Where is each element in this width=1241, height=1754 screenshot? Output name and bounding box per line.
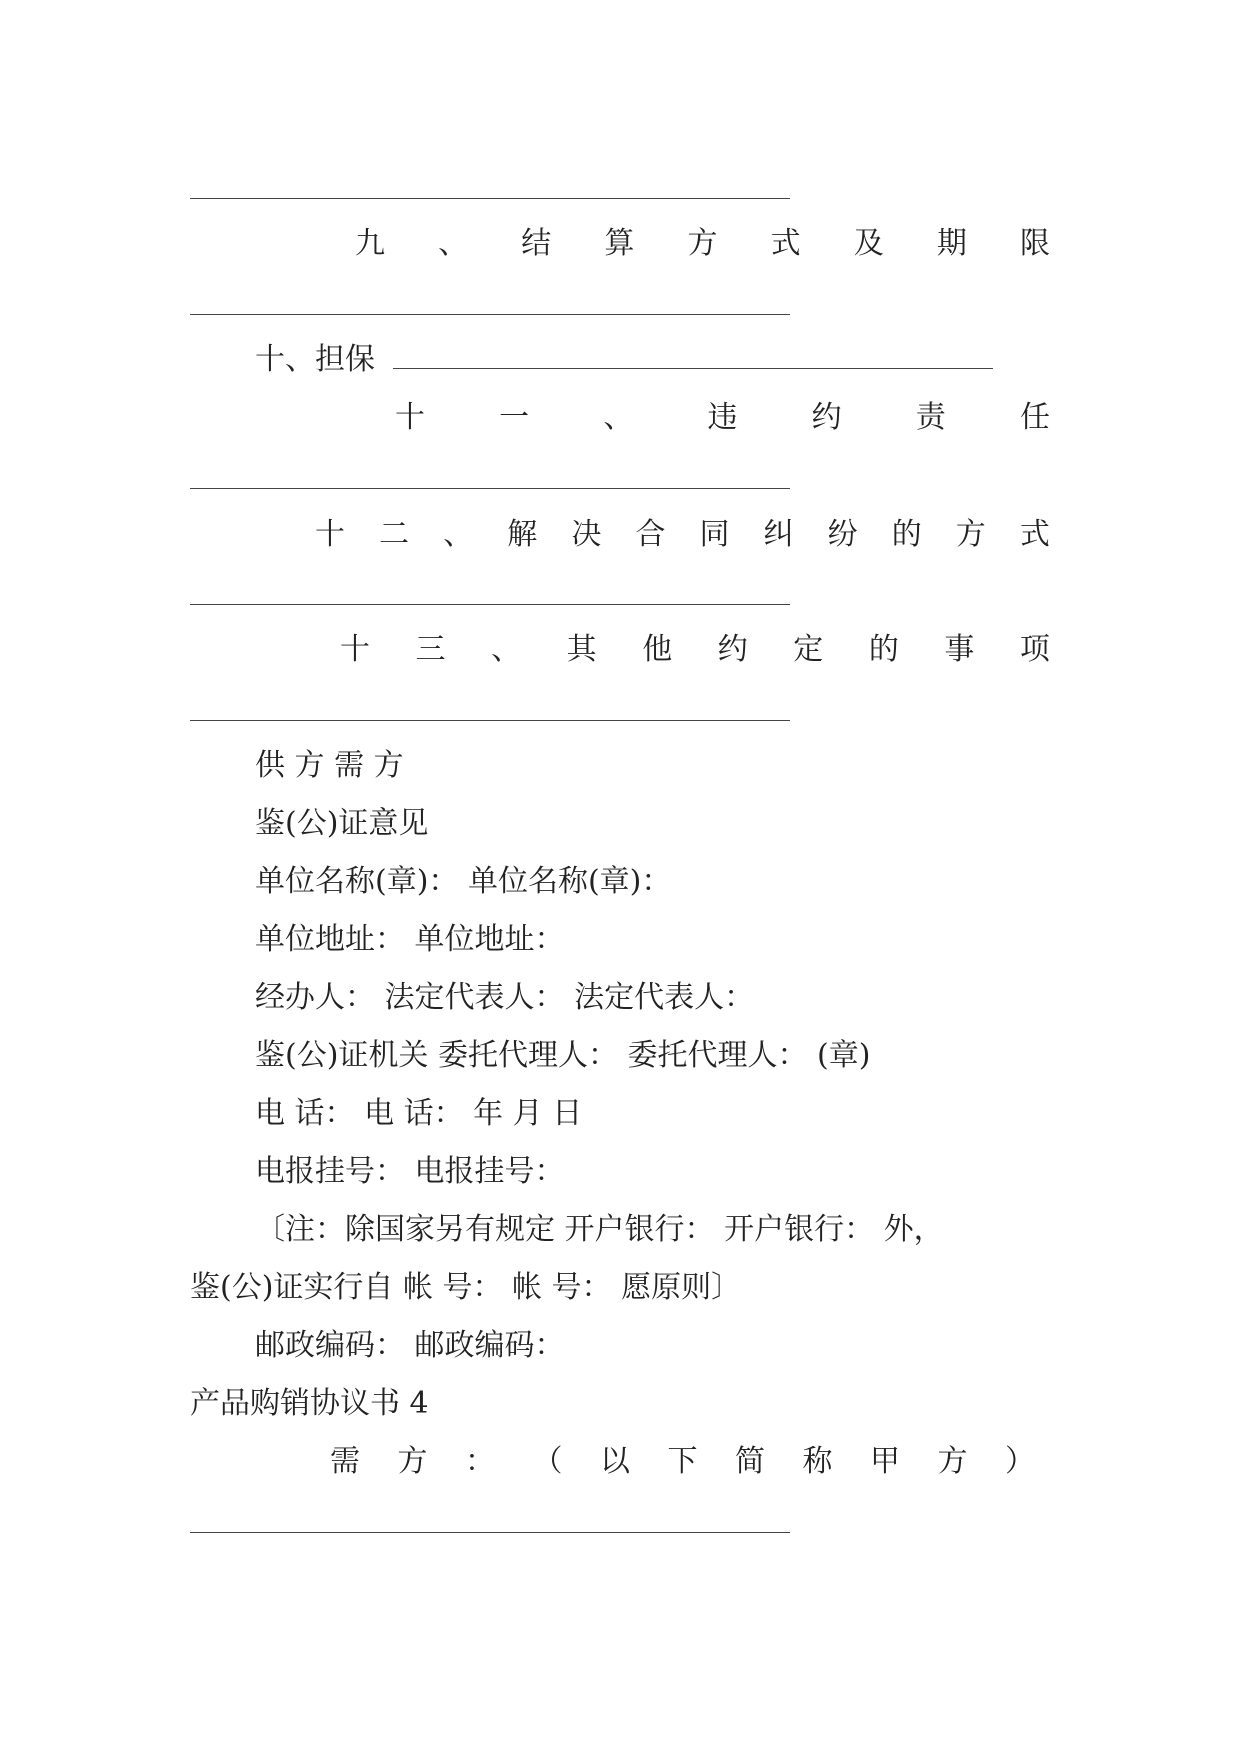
telegram-line: 电报挂号： 电报挂号：: [255, 1154, 565, 1189]
notary-opinion-line: 鉴(公)证意见: [255, 806, 429, 841]
heading-char: ）: [1005, 1444, 1035, 1479]
heading-char: 以: [600, 1444, 630, 1479]
heading-char: 事: [944, 632, 975, 667]
heading-char: 其: [566, 632, 597, 667]
heading-char: 三: [415, 632, 446, 667]
fill-line: [190, 314, 790, 315]
clause-10-label: 十、担保: [255, 342, 375, 377]
heading-char: 项: [1019, 632, 1050, 667]
clause-9-heading: [355, 224, 1050, 264]
heading-char: 定: [793, 632, 824, 667]
heading-char: 任: [1019, 400, 1050, 435]
heading-char: 十: [340, 632, 370, 667]
note-line-1: 〔注：除国家另有规定 开户银行： 开户银行： 外，: [255, 1212, 944, 1247]
heading-char: 期: [936, 226, 967, 261]
heading-char: 方: [687, 226, 718, 261]
heading-char: 纠: [763, 517, 794, 552]
heading-char: 他: [642, 632, 673, 667]
clause-12-heading: [315, 515, 1050, 555]
fill-line: [190, 198, 790, 199]
legal-rep-line: 经办人： 法定代表人： 法定代表人：: [255, 980, 755, 1015]
heading-char: 十: [315, 517, 345, 552]
heading-char: 责: [915, 400, 946, 435]
heading-char: 下: [667, 1444, 698, 1479]
document-title: 产品购销协议书 4: [190, 1386, 429, 1421]
heading-char: 、: [443, 517, 474, 552]
heading-char: 解: [507, 517, 538, 552]
heading-char: 约: [811, 400, 842, 435]
heading-char: 的: [891, 517, 922, 552]
heading-char: 二: [379, 517, 410, 552]
buyer-line: [330, 1442, 1035, 1482]
heading-char: 甲: [870, 1444, 900, 1479]
fill-line: [190, 1532, 790, 1533]
heading-char: 需: [330, 1444, 360, 1479]
heading-char: 简: [735, 1444, 765, 1479]
heading-char: 算: [604, 226, 635, 261]
heading-char: 十: [395, 400, 425, 435]
heading-char: （: [532, 1444, 563, 1479]
heading-char: 违: [707, 400, 738, 435]
note-line-2: 鉴(公)证实行自 帐 号： 帐 号： 愿原则〕: [190, 1270, 742, 1305]
heading-char: 结: [521, 226, 552, 261]
heading-char: 限: [1020, 226, 1050, 261]
heading-char: 方: [955, 517, 986, 552]
phone-line: 电 话： 电 话： 年 月 日: [255, 1096, 583, 1131]
heading-char: 纷: [827, 517, 858, 552]
heading-char: 九: [355, 226, 385, 261]
heading-char: 式: [770, 226, 801, 261]
clause-13-heading: [340, 630, 1050, 670]
heading-char: 方: [937, 1444, 968, 1479]
postcode-line: 邮政编码： 邮政编码：: [255, 1328, 565, 1363]
heading-char: 的: [868, 632, 899, 667]
fill-line: [190, 720, 790, 721]
heading-char: ：: [465, 1444, 495, 1479]
heading-char: 式: [1019, 517, 1050, 552]
heading-char: 合: [635, 517, 666, 552]
heading-char: 决: [571, 517, 602, 552]
clause-11-heading: [395, 398, 1050, 438]
heading-char: 方: [397, 1444, 428, 1479]
agent-line: 鉴(公)证机关 委托代理人： 委托代理人： (章): [255, 1038, 871, 1073]
clause-10-heading: [255, 340, 993, 380]
fill-line: [190, 488, 790, 489]
heading-char: 称: [802, 1444, 833, 1479]
heading-char: 约: [717, 632, 748, 667]
heading-char: 一: [499, 400, 530, 435]
unit-name-line: 单位名称(章)： 单位名称(章)：: [255, 864, 672, 899]
unit-address-line: 单位地址： 单位地址：: [255, 922, 565, 957]
fill-line: [393, 342, 993, 369]
heading-char: 、: [438, 226, 469, 261]
heading-char: 、: [491, 632, 522, 667]
parties-line: 供 方 需 方: [255, 748, 404, 783]
fill-line: [190, 604, 790, 605]
heading-char: 、: [603, 400, 634, 435]
heading-char: 及: [853, 226, 884, 261]
heading-char: 同: [699, 517, 730, 552]
